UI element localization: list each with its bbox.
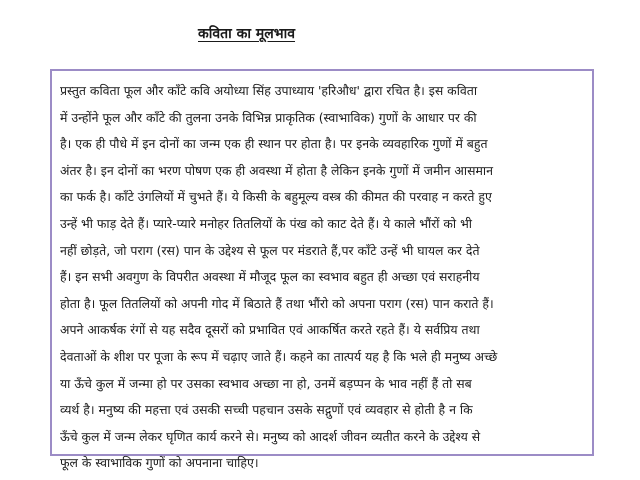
paragraph-line: है। एक ही पौधे में इन दोनों का जन्म एक ही स्थान पर होता है। पर इनके व्यवहारिक गुणों में बहुत bbox=[60, 136, 488, 152]
paragraph-line: नहीं छोड़ते, जो पराग (रस) पान के उद्देश्य से फूल पर मंडराते हैं,पर काँटे उन्हें भी घायल कर देते bbox=[60, 242, 480, 258]
text-box bbox=[50, 69, 594, 471]
paragraph-line: का फर्क है। काँटे उंगलियों में चुभते हैं। ये किसी के बहुमूल्य वस्त्र की कीमत की परवाह न करते हुए bbox=[60, 189, 492, 205]
paragraph-line: अपने आकर्षक रंगों से यह सदैव दूसरों को प्रभावित एवं आकर्षित करते रहते हैं। ये सर्वप्रिय तथा bbox=[60, 322, 480, 338]
paragraph-line: या ऊँचे कुल में जन्मा हो पर उसका स्वभाव अच्छा ना हो, उनमें बड़प्पन के भाव नहीं हैं तो सब bbox=[60, 375, 472, 391]
paragraph-line: में उन्होंने फूल और काँटे की तुलना उनके विभिन्न प्राकृतिक (स्वाभाविक) गुणों के आधार पर की bbox=[60, 109, 477, 125]
paragraph-line: ऊँचे कुल में जन्म लेकर घृणित कार्य करने से। मनुष्य को आदर्श जीवन व्यतीत करने के उद्देश्य से bbox=[60, 428, 481, 444]
paragraph-line: उन्हें भी फाड़ देते हैं। प्यारे-प्यारे मनोहर तितलियों के पंख को काट देते हैं। ये काले भौंरों को भी bbox=[60, 215, 472, 231]
page-title: कविता का मूलभाव bbox=[198, 26, 296, 42]
paragraph-line: देवताओं के शीश पर पूजा के रूप में चढ़ाए जाते हैं। कहने का तात्पर्य यह है कि भले ही मनुष्य अच्छे bbox=[60, 348, 498, 364]
paragraph-line: हैं। इन सभी अवगुण के विपरीत अवस्था में मौजूद फूल का स्वभाव बहुत ही अच्छा एवं सराहनीय bbox=[60, 269, 480, 285]
paragraph-line: फूल के स्वाभाविक गुणों को अपनाना चाहिए। bbox=[60, 455, 259, 471]
paragraph-line: होता है। फूल तितलियों को अपनी गोद में बिठाते हैं तथा भौंरो को अपना पराग (रस) पान कराते हैं। bbox=[60, 295, 494, 311]
paragraph-line: व्यर्थ है। मनुष्य की महत्ता एवं उसकी सच्ची पहचान उसके सद्गुणों एवं व्यवहार से होती है न कि bbox=[60, 402, 473, 418]
paragraph-line: अंतर है। इन दोनों का भरण पोषण एक ही अवस्था में होता है लेकिन इनके गुणों में जमीन आसमान bbox=[60, 162, 493, 178]
paragraph-line: प्रस्तुत कविता फूल और काँटे कवि अयोध्या सिंह उपाध्याय 'हरिऔध' द्वारा रचित है। इस कविता bbox=[60, 83, 478, 98]
